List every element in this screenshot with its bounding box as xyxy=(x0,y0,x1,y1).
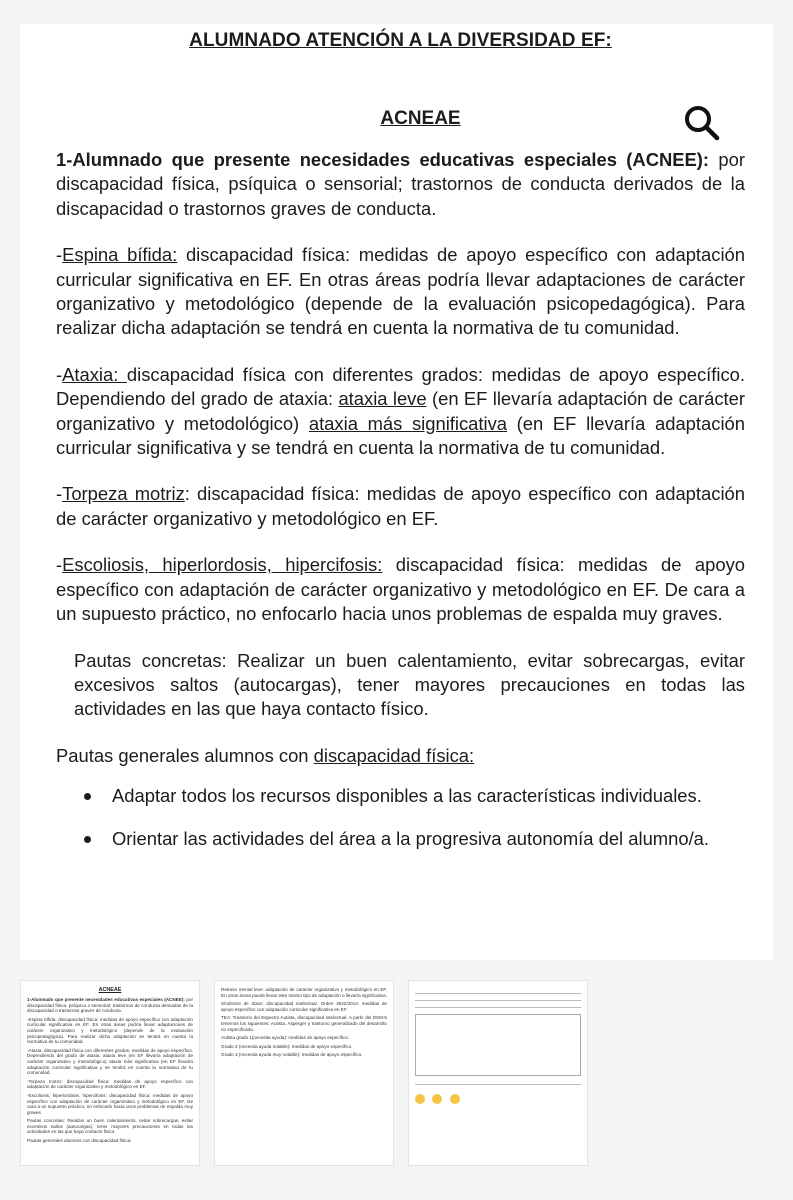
form-line xyxy=(415,1007,581,1008)
smiley-icon xyxy=(432,1094,442,1104)
bullet-icon xyxy=(84,793,91,800)
escoliosis-paragraph: -Escoliosis, hiperlordosis, hipercifosis: discapacidad física: medidas de apoyo específico con adaptación de carácter organizativo y metodológico en EF. De cara a un supuesto práctico, no enfocarlo hacia unos problemas de espalda muy graves. xyxy=(56,554,745,625)
rating-smileys xyxy=(415,1091,581,1109)
form-line xyxy=(415,1000,581,1001)
smiley-icon xyxy=(450,1094,460,1104)
pautas-concretas: Pautas concretas: Realizar un buen calentamiento, evitar sobrecargas, evitar excesivos saltos (autocargas), tener mayores precauciones en todas las actividades en las que haya contacto físico. xyxy=(74,649,745,720)
espina-label: Espina bífida: xyxy=(62,244,178,266)
thumbnail-2-text: Retraso mental leve: adaptación de carácter organizativo y metodológico en EF. En otras áreas puede llevar este mismo tipo de adaptación o llevaría significativa. Síndrome de down: discapacidad intelectual. Orden 3622/2014: medidas de apoyo específico con adaptación curricular significativa en EF. TEA: Trastorno del Espectro Autista, discapacidad intelectual. A partir del DSM-5 tenemos los siguientes: Autista, Asperger y trastorno generalizado del desarrollo no especificado. Autista grado 1(necesita ayuda): medidas de apoyo específico. Grado 2 (necesita ayuda notable): medidas de apoyo específico. Grado 3 (necesita ayuda muy notable): medidas de apoyo específico. xyxy=(221,987,387,1058)
page-thumbnails xyxy=(20,980,773,1166)
espina-paragraph: -Espina bífida: discapacidad física: medidas de apoyo específico con adaptación curricular significativa en EF. En otras áreas podría llevar adaptaciones de carácter organizativo y metodológico (depende de la evaluación psicopedagógica). Para realizar dicha adaptación se tendrá en cuenta la normativa de tu comunidad. xyxy=(56,244,745,339)
section-title: ACNEAE xyxy=(380,108,461,129)
bullet-icon xyxy=(84,836,91,843)
pautas-generales xyxy=(56,744,745,768)
document-page xyxy=(20,24,773,960)
escoliosis-text: discapacidad física: medidas de apoyo específico con adaptación de carácter organizativo y metodológico en EF. De cara a un supuesto práctico, no enfocarlo hacia unos problemas de espalda muy graves. xyxy=(56,554,745,625)
thumbnail-page-1[interactable] xyxy=(20,980,200,1166)
ataxia-paragraph: -Ataxia: discapacidad física con diferentes grados: medidas de apoyo específico. Dependiendo del grado de ataxia: ataxia leve (en EF llevaría adaptación de carácter organizativo y metodológico) ataxia más significativa (en EF llevaría adaptación curricular significativa y se tendrá en cuenta la normativa de tu comunidad. xyxy=(56,363,745,459)
ataxia-mas-significativa: ataxia más significativa xyxy=(308,412,508,434)
intro-paragraph xyxy=(56,148,745,221)
torpeza-label: Torpeza motriz xyxy=(62,483,185,505)
pautas-generales-prefix: Pautas generales alumnos con xyxy=(56,744,314,766)
ataxia-text-1: discapacidad física con diferentes grados: medidas de apoyo específico. Dependiendo del grado de ataxia: xyxy=(56,363,745,410)
form-line xyxy=(415,1084,581,1085)
ataxia-leve: ataxia leve xyxy=(338,388,427,410)
thumbnail-page-2[interactable] xyxy=(214,980,394,1166)
intro-text: por discapacidad física, psíquica o sensorial; trastornos de conducta derivados de la discapacidad o trastornos graves de conducta. xyxy=(56,149,745,219)
thumbnail-1-text: 1-Alumnado que presente necesidades educativas especiales (ACNEE): por discapacidad física, psíquica o sensorial; trastornos de conducta derivados de la discapacidad o trastornos graves de conducta. -Espina bífida: discapacidad física: medidas de apoyo específico con adaptación curricular significativa en EF. En otras áreas podría llevar adaptaciones de carácter organizativo y metodológico (depende de la evaluación psicopedagógica). Para realizar dicha adaptación se tendrá en cuenta la normativa de tu comunidad. -Ataxia: discapacidad física con diferentes grados: medidas de apoyo específico. Dependiendo del grado de ataxia: ataxia leve (en EF llevaría adaptación de carácter organizativo y metodológico) ataxia más significativa (en EF llevaría adaptación curricular significativa y se tendrá en cuenta la normativa de tu comunidad. -Torpeza motriz: discapacidad física: medidas de apoyo específico con adaptación de carácter organizativo y metodológico en EF. -Escoliosis, hiperlordosis, hipercifosis: discapacidad física: medidas de apoyo específico con adaptación de carácter organizativo y metodológico en EF. De cara a un supuesto práctico, no enfocarlo hacia unos problemas de espalda muy graves. Pautas concretas: Realizar un buen calentamiento, evitar sobrecargas, evitar excesivos saltos (autocargas), tener mayores precauciones en todas las actividades en las que haya contacto físico. Pautas generales alumnos con discapacidad física: xyxy=(27,997,194,1144)
torpeza-text: : discapacidad física: medidas de apoyo específico con adaptación de carácter organizativo y metodológico en EF. xyxy=(56,483,745,529)
escoliosis-label: Escoliosis, hiperlordosis, hipercifosis: xyxy=(62,554,383,576)
search-icon xyxy=(683,104,721,142)
form-line xyxy=(415,993,581,994)
list-item: Orientar las actividades del área a la progresiva autonomía del alumno/a. xyxy=(56,827,745,851)
ataxia-label: Ataxia: xyxy=(62,363,127,385)
pautas-generales-link: discapacidad física: xyxy=(313,744,475,766)
espina-text: discapacidad física: medidas de apoyo específico con adaptación curricular significativa en EF. En otras áreas podría llevar adaptaciones de carácter organizativo y metodológico (depende de la evaluación psicopedagógica). Para realizar dicha adaptación se tendrá en cuenta la normativa de tu comunidad. xyxy=(56,244,745,339)
smiley-icon xyxy=(415,1094,425,1104)
document-title: ALUMNADO ATENCIÓN A LA DIVERSIDAD EF: xyxy=(189,30,612,51)
search-button[interactable] xyxy=(683,104,721,142)
bullet-list xyxy=(56,784,745,851)
form-box xyxy=(415,1014,581,1076)
thumbnail-1-title: ACNEAE xyxy=(98,987,122,993)
ataxia-text-3: (en EF llevaría adaptación curricular significativa y se tendrá en cuenta la normativa de tu comunidad. xyxy=(56,412,745,459)
list-item: Adaptar todos los recursos disponibles a las características individuales. xyxy=(56,784,745,808)
torpeza-paragraph: -Torpeza motriz: discapacidad física: medidas de apoyo específico con adaptación de carácter organizativo y metodológico en EF. xyxy=(56,483,745,529)
thumbnail-page-3[interactable] xyxy=(408,980,588,1166)
ataxia-text-2: (en EF llevaría adaptación de carácter organizativo y metodológico) xyxy=(56,388,745,434)
intro-heading: 1-Alumnado que presente necesidades educativas especiales (ACNEE): xyxy=(56,149,710,170)
